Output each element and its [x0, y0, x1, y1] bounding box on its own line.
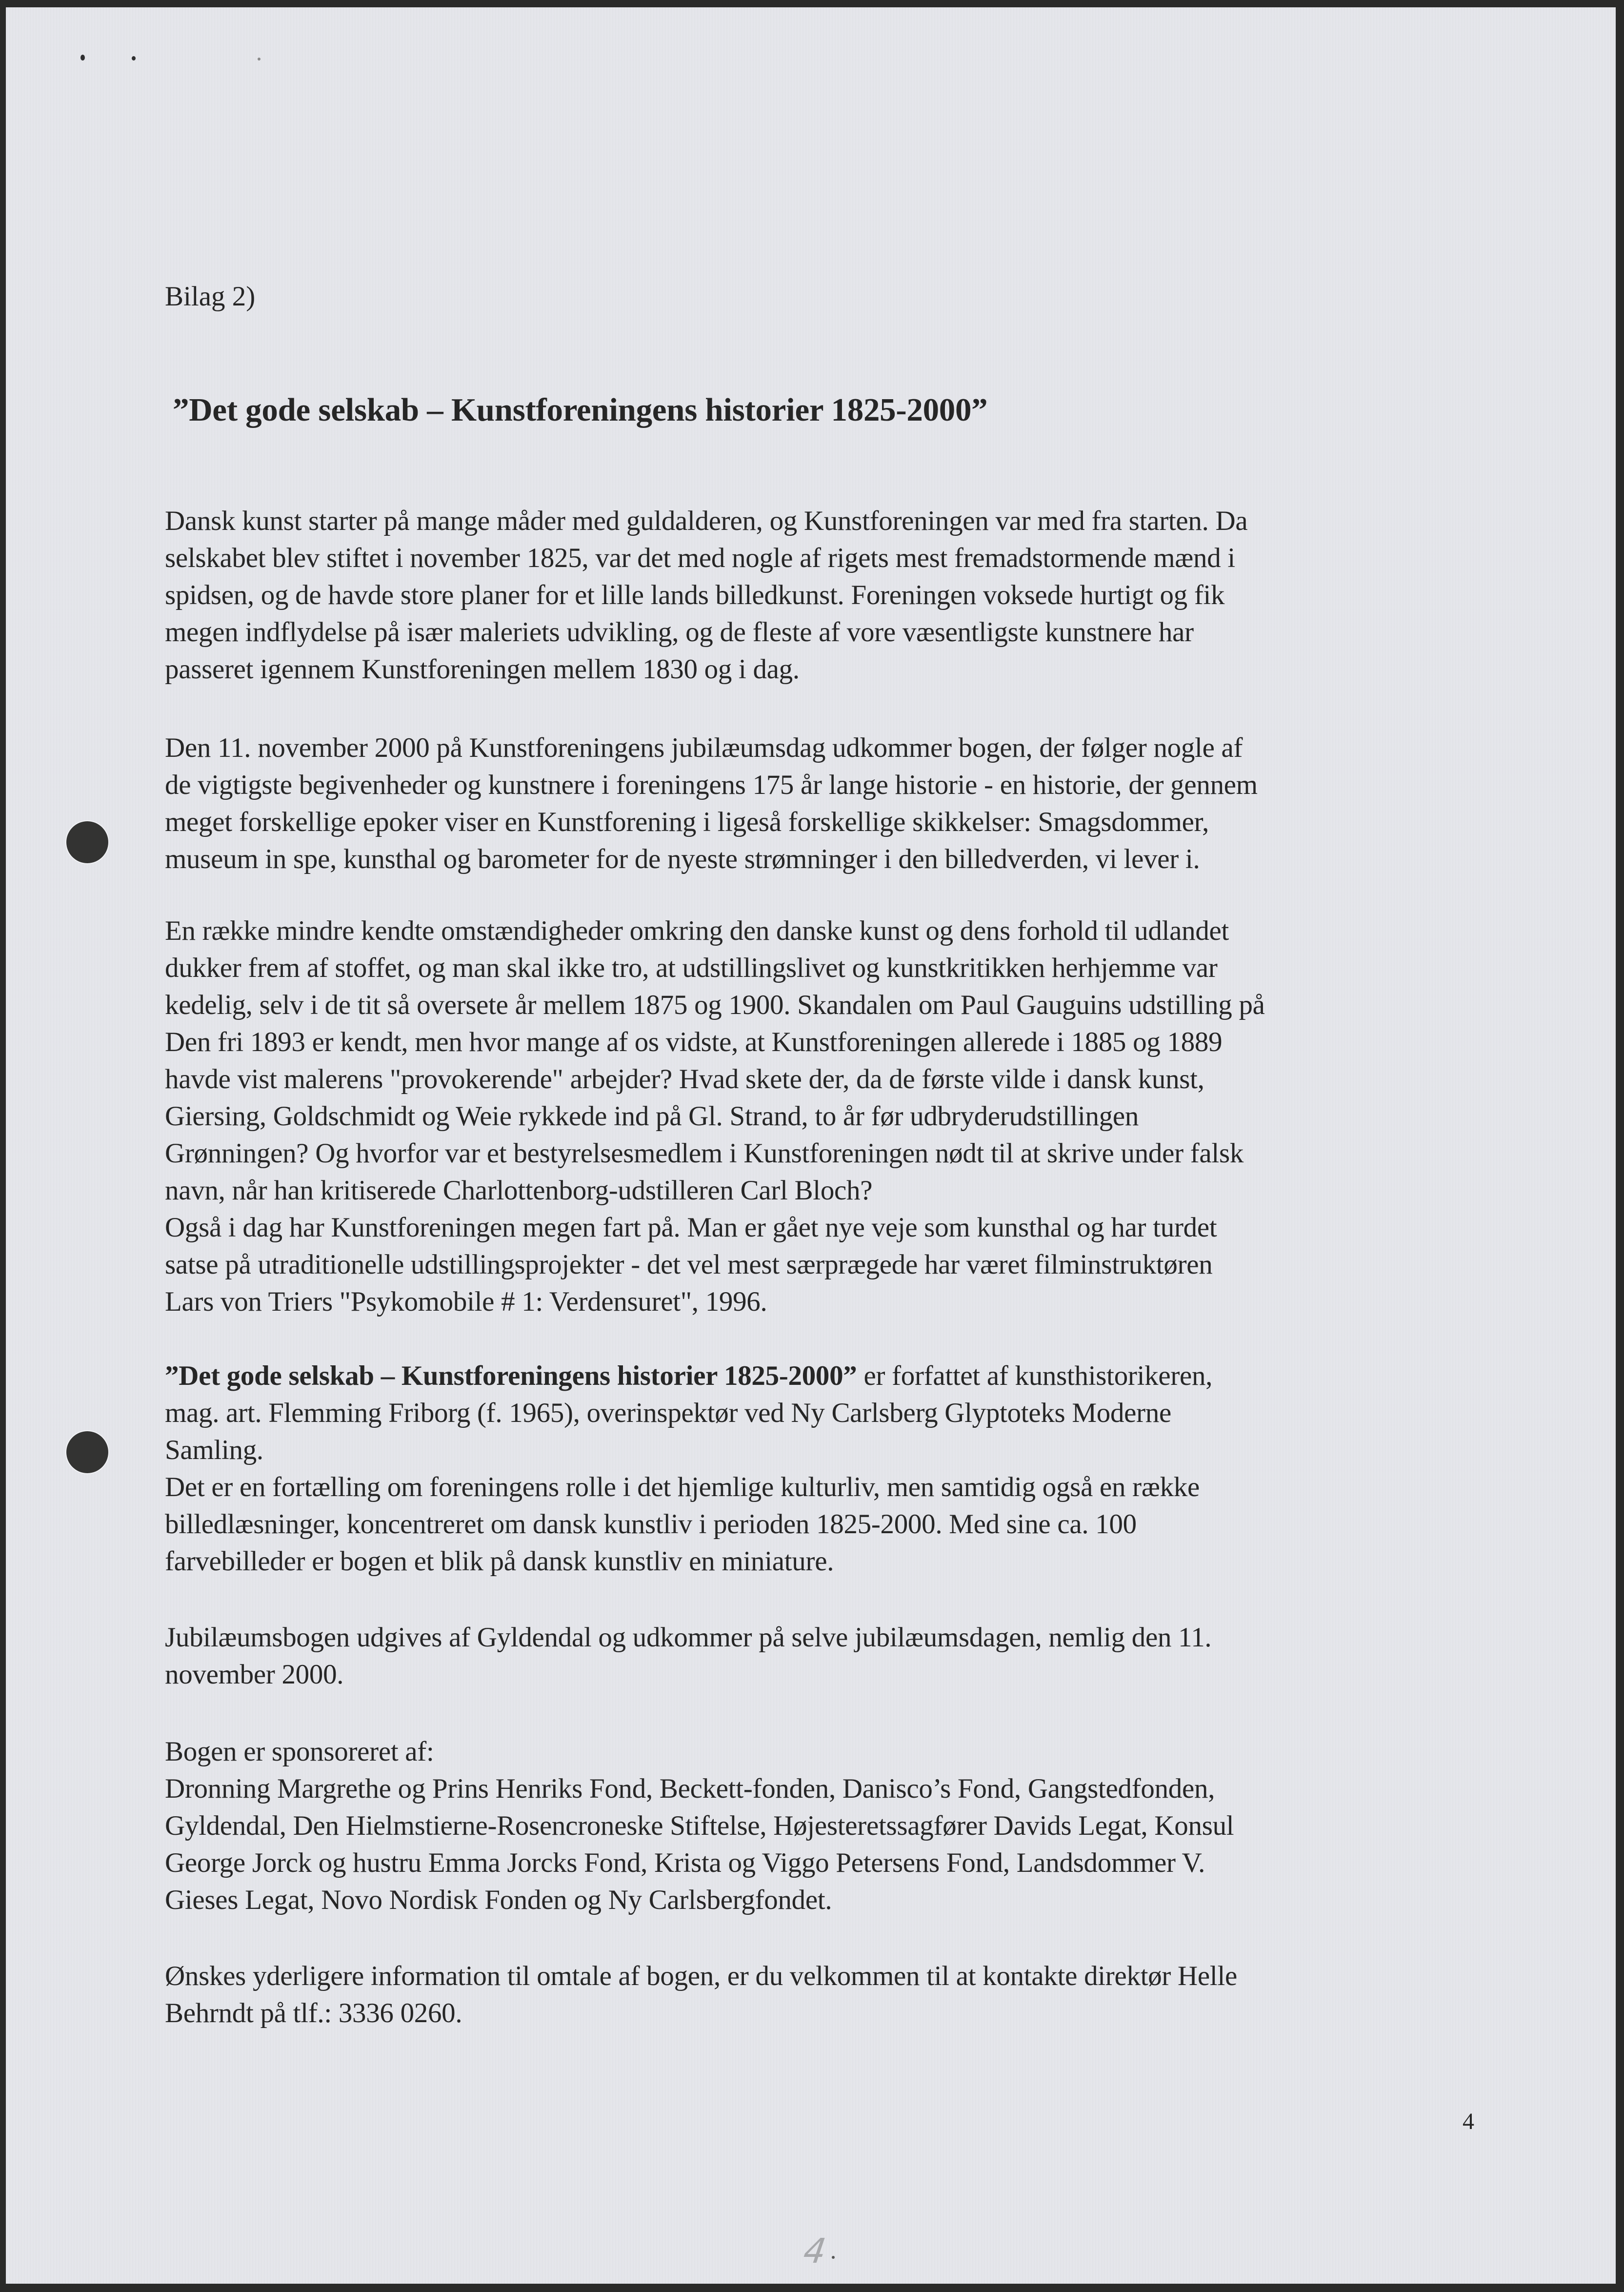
text-line: kedelig, selv i de tit så oversete år mellem 1875 og 1900. Skandalen om Paul Gauguins udstilling på [165, 990, 1265, 1020]
text-line: de vigtigste begivenheder og kunstnere i foreningens 175 år lange historie - en historie, der gennem [165, 770, 1258, 800]
text-line: Samling. [165, 1435, 263, 1465]
text-line: billedlæsninger, koncentreret om dansk kunstliv i perioden 1825-2000. Med sine ca. 100 [165, 1509, 1137, 1540]
text-line: selskabet blev stiftet i november 1825, var det med nogle af rigets mest fremadstormende mænd i [165, 543, 1235, 573]
paragraph-intro [165, 503, 1247, 688]
text-line: Gyldendal, Den Hielmstierne-Rosencroneske Stiftelse, Højesteretssagfører Davids Legat, Konsul [165, 1810, 1234, 1841]
paragraph-publisher [165, 1619, 1211, 1693]
text-line: meget forskellige epoker viser en Kunstforening i ligeså forskellige skikkelser: Smagsdommer, [165, 807, 1209, 837]
paragraph-contact [165, 1958, 1237, 2032]
text-line: havde vist malerens "provokerende" arbejder? Hvad skete der, da de første vilde i dansk kunst, [165, 1064, 1204, 1095]
text-line: Behrndt på tlf.: 3336 0260. [165, 1998, 462, 2028]
punch-hole-upper [66, 821, 108, 863]
annex-label: Bilag 2) [165, 281, 256, 312]
text-line: Grønningen? Og hvorfor var et bestyrelsesmedlem i Kunstforeningen nødt til at skrive under falsk [165, 1138, 1244, 1169]
text-line: Også i dag har Kunstforeningen megen fart på. Man er gået nye veje som kunsthal og har turdet [165, 1212, 1217, 1243]
text-line: Det er en fortælling om foreningens rolle i det hjemlige kulturliv, men samtidig også en række [165, 1472, 1200, 1502]
text-fragment: er forfattet af kunsthistorikeren, [857, 1360, 1213, 1391]
text-line: mag. art. Flemming Friborg (f. 1965), overinspektør ved Ny Carlsberg Glyptoteks Moderne [165, 1398, 1172, 1428]
text-line: megen indflydelse på især maleriets udvikling, og de fleste af vore væsentligste kunstnere har [165, 617, 1194, 648]
text-line: Dansk kunst starter på mange måder med guldalderen, og Kunstforeningen var med fra starten. Da [165, 506, 1248, 536]
text-line: Giersing, Goldschmidt og Weie rykkede ind på Gl. Strand, to år før udbryderudstillingen [165, 1101, 1139, 1132]
text-line: Den fri 1893 er kendt, men hvor mange af os vidste, at Kunstforeningen allerede i 1885 og 1889 [165, 1027, 1223, 1057]
text-line: Den 11. november 2000 på Kunstforeningens jubilæumsdag udkommer bogen, der følger nogle af [165, 732, 1243, 763]
paragraph-history [165, 913, 1265, 1320]
paragraph-sponsors [165, 1733, 1234, 1919]
text-line [165, 1358, 1212, 1395]
text-line: spidsen, og de havde store planer for et lille lands billedkunst. Foreningen voksede hurtigt og fik [165, 580, 1225, 610]
text-line: passeret igennem Kunstforeningen mellem 1830 og i dag. [165, 654, 800, 685]
handwritten-dot [832, 2256, 835, 2259]
text-line: Gieses Legat, Novo Nordisk Fonden og Ny Carlsbergfondet. [165, 1885, 832, 1915]
text-line: navn, når han kritiserede Charlottenborg-udstilleren Carl Bloch? [165, 1175, 873, 1206]
text-line: november 2000. [165, 1659, 344, 1690]
text-line: museum in spe, kunsthal og barometer for de nyeste strømninger i den billedverden, vi lever i. [165, 844, 1200, 874]
punch-hole-lower [66, 1431, 108, 1473]
text-line: Lars von Triers "Psykomobile # 1: Verdensuret", 1996. [165, 1286, 767, 1317]
handwritten-page-annotation: 4 [801, 2231, 829, 2271]
book-title-bold: ”Det gode selskab – Kunstforeningens historier 1825-2000” [165, 1360, 857, 1391]
text-line: Bogen er sponsoreret af: [165, 1736, 434, 1767]
text-line: Jubilæumsbogen udgives af Gyldendal og udkommer på selve jubilæumsdagen, nemlig den 11. [165, 1622, 1212, 1653]
page-number: 4 [1463, 2109, 1474, 2134]
text-line: En række mindre kendte omstændigheder omkring den danske kunst og dens forhold til udlandet [165, 915, 1229, 946]
text-line: satse på utraditionelle udstillingsprojekter - det vel mest særprægede har været filminstruktøren [165, 1249, 1213, 1280]
paragraph-author [165, 1358, 1212, 1580]
document-title: ”Det gode selskab – Kunstforeningens historier 1825-2000” [173, 392, 988, 428]
text-line: farvebilleder er bogen et blik på dansk kunstliv en miniature. [165, 1546, 834, 1577]
text-line: dukker frem af stoffet, og man skal ikke tro, at udstillingslivet og kunstkritikken herhjemme var [165, 953, 1218, 983]
text-line: George Jorck og hustru Emma Jorcks Fond, Krista og Viggo Petersens Fond, Landsdommer V. [165, 1847, 1205, 1878]
paragraph-publication-date [165, 730, 1258, 878]
text-line: Ønskes yderligere information til omtale af bogen, er du velkommen til at kontakte direktør Helle [165, 1961, 1237, 1991]
text-line: Dronning Margrethe og Prins Henriks Fond, Beckett-fonden, Danisco’s Fond, Gangstedfonden, [165, 1773, 1215, 1804]
